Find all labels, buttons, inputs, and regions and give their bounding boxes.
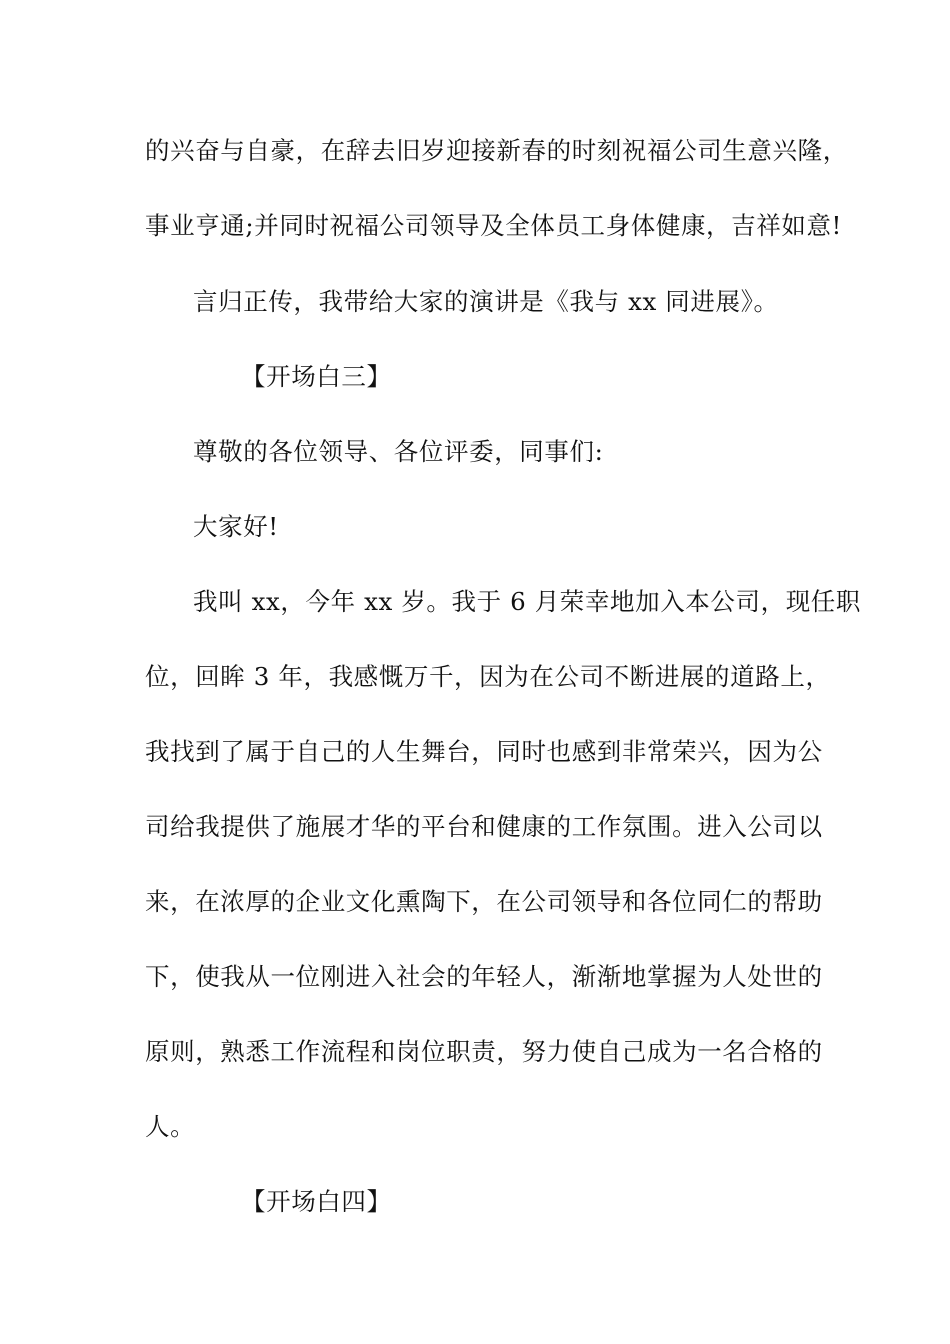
section-heading-opening-3: 【开场白三】 [241, 362, 392, 391]
paragraph-line-2: 事业亨通;并同时祝福公司领导及全体员工身体健康，吉祥如意! [145, 211, 842, 240]
paragraph-line-13: 原则，熟悉工作流程和岗位职责，努力使自己成为一名合格的 [145, 1037, 823, 1066]
paragraph-line-8: 位，回眸 3 年，我感慨万千，因为在公司不断进展的道路上， [145, 662, 831, 691]
paragraph-line-7: 我叫 xx，今年 xx 岁。我于 6 月荣幸地加入本公司，现任职 [193, 587, 861, 616]
paragraph-line-9: 我找到了属于自己的人生舞台，同时也感到非常荣兴，因为公 [145, 737, 823, 766]
paragraph-line-12: 下，使我从一位刚进入社会的年轻人，渐渐地掌握为人处世的 [145, 962, 823, 991]
paragraph-line-14: 人。 [145, 1112, 196, 1141]
paragraph-line-11: 来，在浓厚的企业文化熏陶下，在公司领导和各位同仁的帮助 [145, 887, 823, 916]
greeting-line: 大家好! [193, 512, 279, 541]
salutation-line: 尊敬的各位领导、各位评委，同事们: [193, 437, 604, 466]
paragraph-line-10: 司给我提供了施展才华的平台和健康的工作氛围。进入公司以 [145, 812, 823, 841]
paragraph-line-1: 的兴奋与自豪，在辞去旧岁迎接新春的时刻祝福公司生意兴隆， [145, 136, 848, 165]
paragraph-line-3: 言归正传，我带给大家的演讲是《我与 xx 同进展》。 [193, 287, 779, 316]
section-heading-opening-4: 【开场白四】 [241, 1187, 392, 1216]
